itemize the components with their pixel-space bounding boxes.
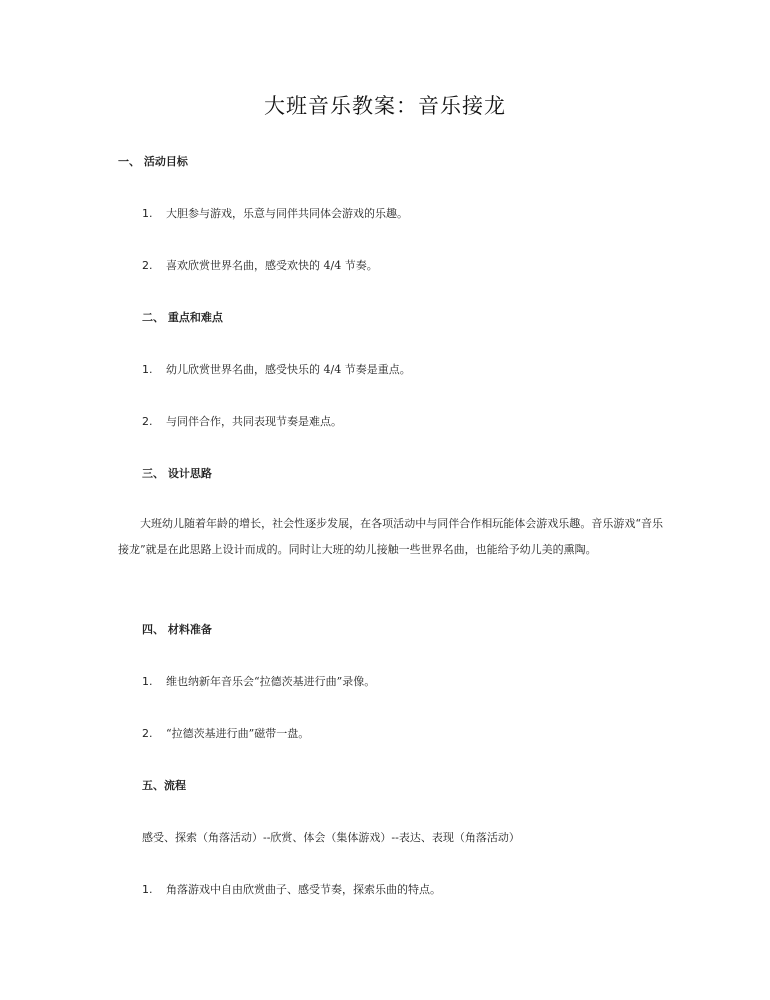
list-item [142,415,342,429]
list-item [142,259,378,273]
section-heading-goals: 一、 活动目标 [118,155,188,168]
list-number: 1. [142,207,153,220]
list-text: 角落游戏中自由欣赏曲子、感受节奏，探索乐曲的特点。 [166,883,441,896]
list-number: 1. [142,675,153,688]
list-text: 幼儿欣赏世界名曲，感受快乐的 4/4 节奏是重点。 [166,363,411,376]
section-heading-key-points: 二、 重点和难点 [142,311,223,324]
section-heading-flow: 五、流程 [142,779,186,792]
list-text: 维也纳新年音乐会“拉德茨基进行曲”录像。 [166,675,376,688]
design-paragraph: 大班幼儿随着年龄的增长，社会性逐步发展，在各项活动中与同伴合作相玩能体会游戏乐趣。音乐游戏“音乐接龙”就是在此思路上设计而成的。同时让大班的幼儿接触一些世界名曲，也能给予幼儿美的熏陶。 [118,517,663,556]
list-text: “拉德茨基进行曲”磁带一盘。 [166,727,310,740]
list-text: 与同伴合作，共同表现节奏是难点。 [166,415,342,428]
list-item [142,727,309,741]
page-title: 大班音乐教案：音乐接龙 [264,94,506,118]
list-number: 2. [142,415,153,428]
list-item [142,207,408,221]
list-number: 2. [142,727,153,740]
list-text: 喜欢欣赏世界名曲，感受欢快的 4/4 节奏。 [166,259,378,272]
list-number: 2. [142,259,153,272]
list-item [142,883,441,897]
list-item [142,675,375,689]
section-heading-materials: 四、 材料准备 [142,623,212,636]
section-heading-design: 三、 设计思路 [142,467,212,480]
list-item [142,363,411,377]
list-number: 1. [142,363,153,376]
list-number: 1. [142,883,153,896]
flow-text: 感受、探索（角落活动）--欣赏、体会（集体游戏）--表达、表现（角落活动） [142,831,520,844]
list-text: 大胆参与游戏，乐意与同伴共同体会游戏的乐趣。 [166,207,408,220]
